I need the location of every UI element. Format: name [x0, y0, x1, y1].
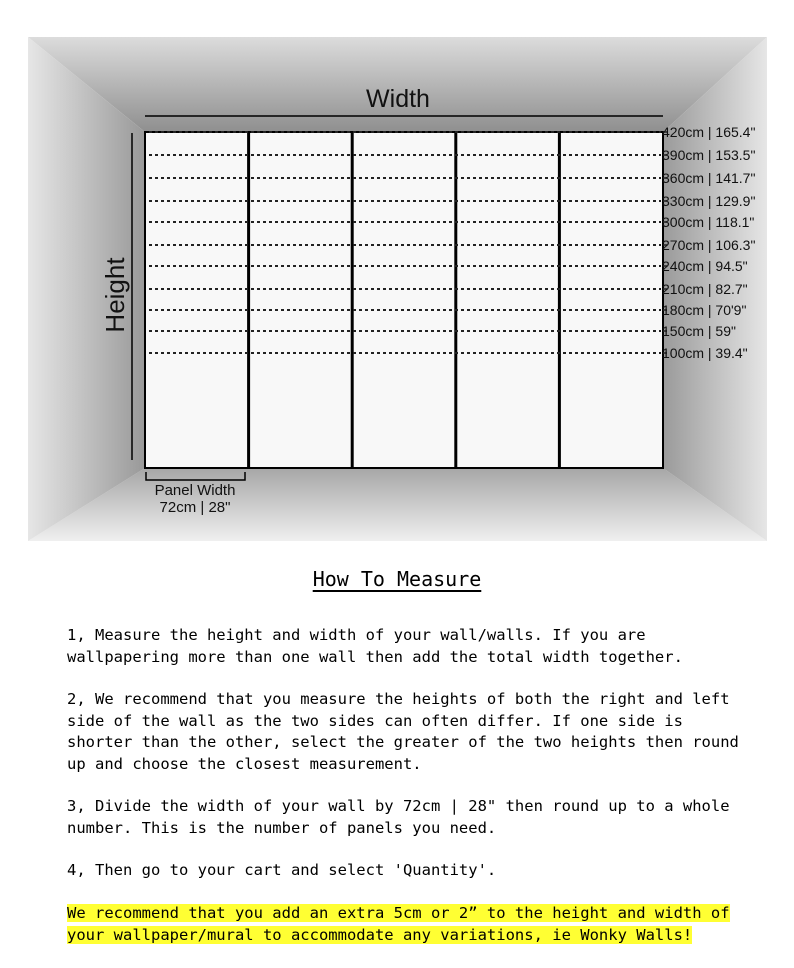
instruction-step-3: 3, Divide the width of your wall by 72cm | 28" then round up to a whole number. This is the number of panels you need. [67, 797, 730, 837]
instruction-step-2: 2, We recommend that you measure the heights of both the right and left side of the wall as the two sides can often differ. If one side is shorter than the other, select the greater of the two heights then round up and choose the closest measurement. [67, 690, 739, 773]
height-mark-label: 330cm | 129.9" [662, 193, 756, 209]
highlighted-note [67, 903, 747, 946]
height-mark-label: 180cm | 70'9" [662, 302, 747, 318]
page-title: How To Measure [312, 567, 482, 591]
highlighted-note-text: We recommend that you add an extra 5cm or 2” to the height and width of your wallpaper/mural to accommodate any variations, ie Wonky Walls! [67, 904, 730, 944]
height-mark-label: 270cm | 106.3" [662, 237, 756, 253]
height-mark-label: 240cm | 94.5" [662, 258, 748, 274]
instruction-step-4: 4, Then go to your cart and select 'Quantity'. [67, 861, 497, 879]
height-mark-label: 100cm | 39.4" [662, 345, 748, 361]
height-mark-label: 420cm | 165.4" [662, 124, 756, 140]
panel-width-value: 72cm | 28" [159, 499, 231, 516]
height-mark-label: 390cm | 153.5" [662, 147, 756, 163]
floor [28, 468, 767, 541]
height-mark-label: 300cm | 118.1" [662, 214, 755, 230]
instruction-step-1: 1, Measure the height and width of your wall/walls. If you are wallpapering more than one wall then add the total width together. [67, 626, 683, 666]
back-wall [145, 132, 663, 468]
height-label: Height [100, 257, 130, 333]
panel-width-label: Panel Width [154, 482, 236, 499]
height-mark-label: 150cm | 59" [662, 323, 736, 339]
height-mark-label: 360cm | 141.7" [662, 170, 756, 186]
width-label: Width [366, 85, 430, 113]
height-mark-label: 210cm | 82.7" [662, 281, 748, 297]
